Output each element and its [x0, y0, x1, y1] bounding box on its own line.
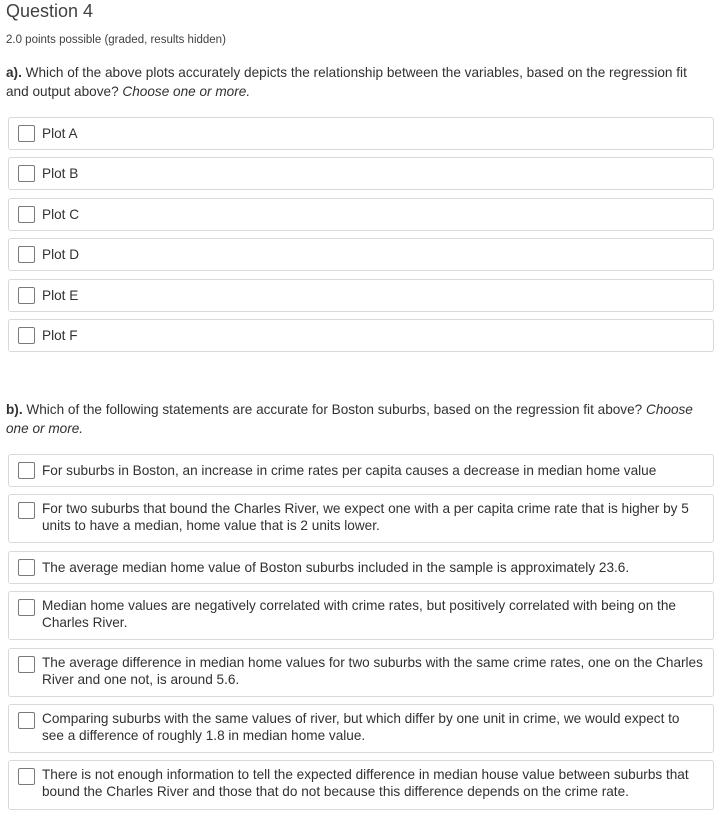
part-b-option[interactable]	[8, 551, 714, 584]
option-label: Plot F	[42, 328, 78, 343]
part-b-instruction: Choose one or more.	[6, 402, 693, 436]
option-label: Plot D	[42, 247, 80, 262]
checkbox[interactable]	[18, 768, 35, 785]
checkbox[interactable]	[18, 559, 35, 576]
part-a-option[interactable]	[8, 117, 714, 150]
checkbox[interactable]	[18, 287, 35, 304]
part-a-prompt	[6, 64, 706, 101]
option-label: Plot A	[42, 126, 78, 141]
part-a-option[interactable]	[8, 238, 714, 271]
part-b-option[interactable]	[8, 591, 714, 640]
part-a-option[interactable]	[8, 319, 714, 352]
part-a-option[interactable]	[8, 279, 714, 312]
part-b-option[interactable]	[8, 454, 714, 487]
part-b-option[interactable]	[8, 704, 714, 753]
part-b-text: Which of the following statements are accurate for Boston suburbs, based on the regression fit above?	[22, 402, 647, 417]
option-label: Comparing suburbs with the same values of river, but which differ by one unit in crime, we would expect to see a difference of roughly 1.8 in median home value.	[42, 711, 680, 743]
part-b-option[interactable]	[8, 760, 714, 810]
checkbox[interactable]	[18, 502, 35, 519]
option-label: Plot B	[42, 166, 79, 181]
option-label: The average median home value of Boston suburbs included in the sample is approximately 23.6.	[42, 560, 630, 575]
part-a-text: Which of the above plots accurately depicts the relationship between the variables, based on the regression fit and output above?	[6, 65, 687, 99]
checkbox[interactable]	[18, 246, 35, 263]
checkbox[interactable]	[18, 599, 35, 616]
option-label: For suburbs in Boston, an increase in crime rates per capita causes a decrease in median home value	[42, 463, 657, 478]
option-label: For two suburbs that bound the Charles River, we expect one with a per capita crime rate that is higher by 5 units to have a median, home value that is 2 units lower.	[42, 501, 689, 533]
checkbox[interactable]	[18, 327, 35, 344]
part-a-option[interactable]	[8, 157, 714, 190]
part-b-option[interactable]	[8, 648, 714, 697]
part-b-option[interactable]	[8, 494, 714, 543]
option-label: Plot C	[42, 207, 80, 222]
checkbox[interactable]	[18, 656, 35, 673]
checkbox[interactable]	[18, 125, 35, 142]
checkbox[interactable]	[18, 462, 35, 479]
option-label: The average difference in median home values for two suburbs with the same crime rates, one on the Charles River and one not, is around 5.6.	[42, 655, 703, 687]
question-title: Question 4	[6, 1, 94, 21]
points-info: 2.0 points possible (graded, results hidden)	[6, 34, 226, 46]
part-a-label: a).	[6, 65, 22, 80]
option-label: There is not enough information to tell the expected difference in median house value between suburbs that bound the Charles River and those that do not because this difference depends on the crime rate.	[42, 767, 689, 799]
checkbox[interactable]	[18, 206, 35, 223]
part-a-option[interactable]	[8, 198, 714, 231]
option-label: Plot E	[42, 288, 79, 303]
part-b-prompt	[6, 401, 706, 438]
part-b-label: b).	[6, 402, 23, 417]
option-label: Median home values are negatively correlated with crime rates, but positively correlated with being on the Charles River.	[42, 598, 676, 630]
checkbox[interactable]	[18, 165, 35, 182]
part-a-instruction: Choose one or more.	[122, 83, 251, 99]
checkbox[interactable]	[18, 712, 35, 729]
